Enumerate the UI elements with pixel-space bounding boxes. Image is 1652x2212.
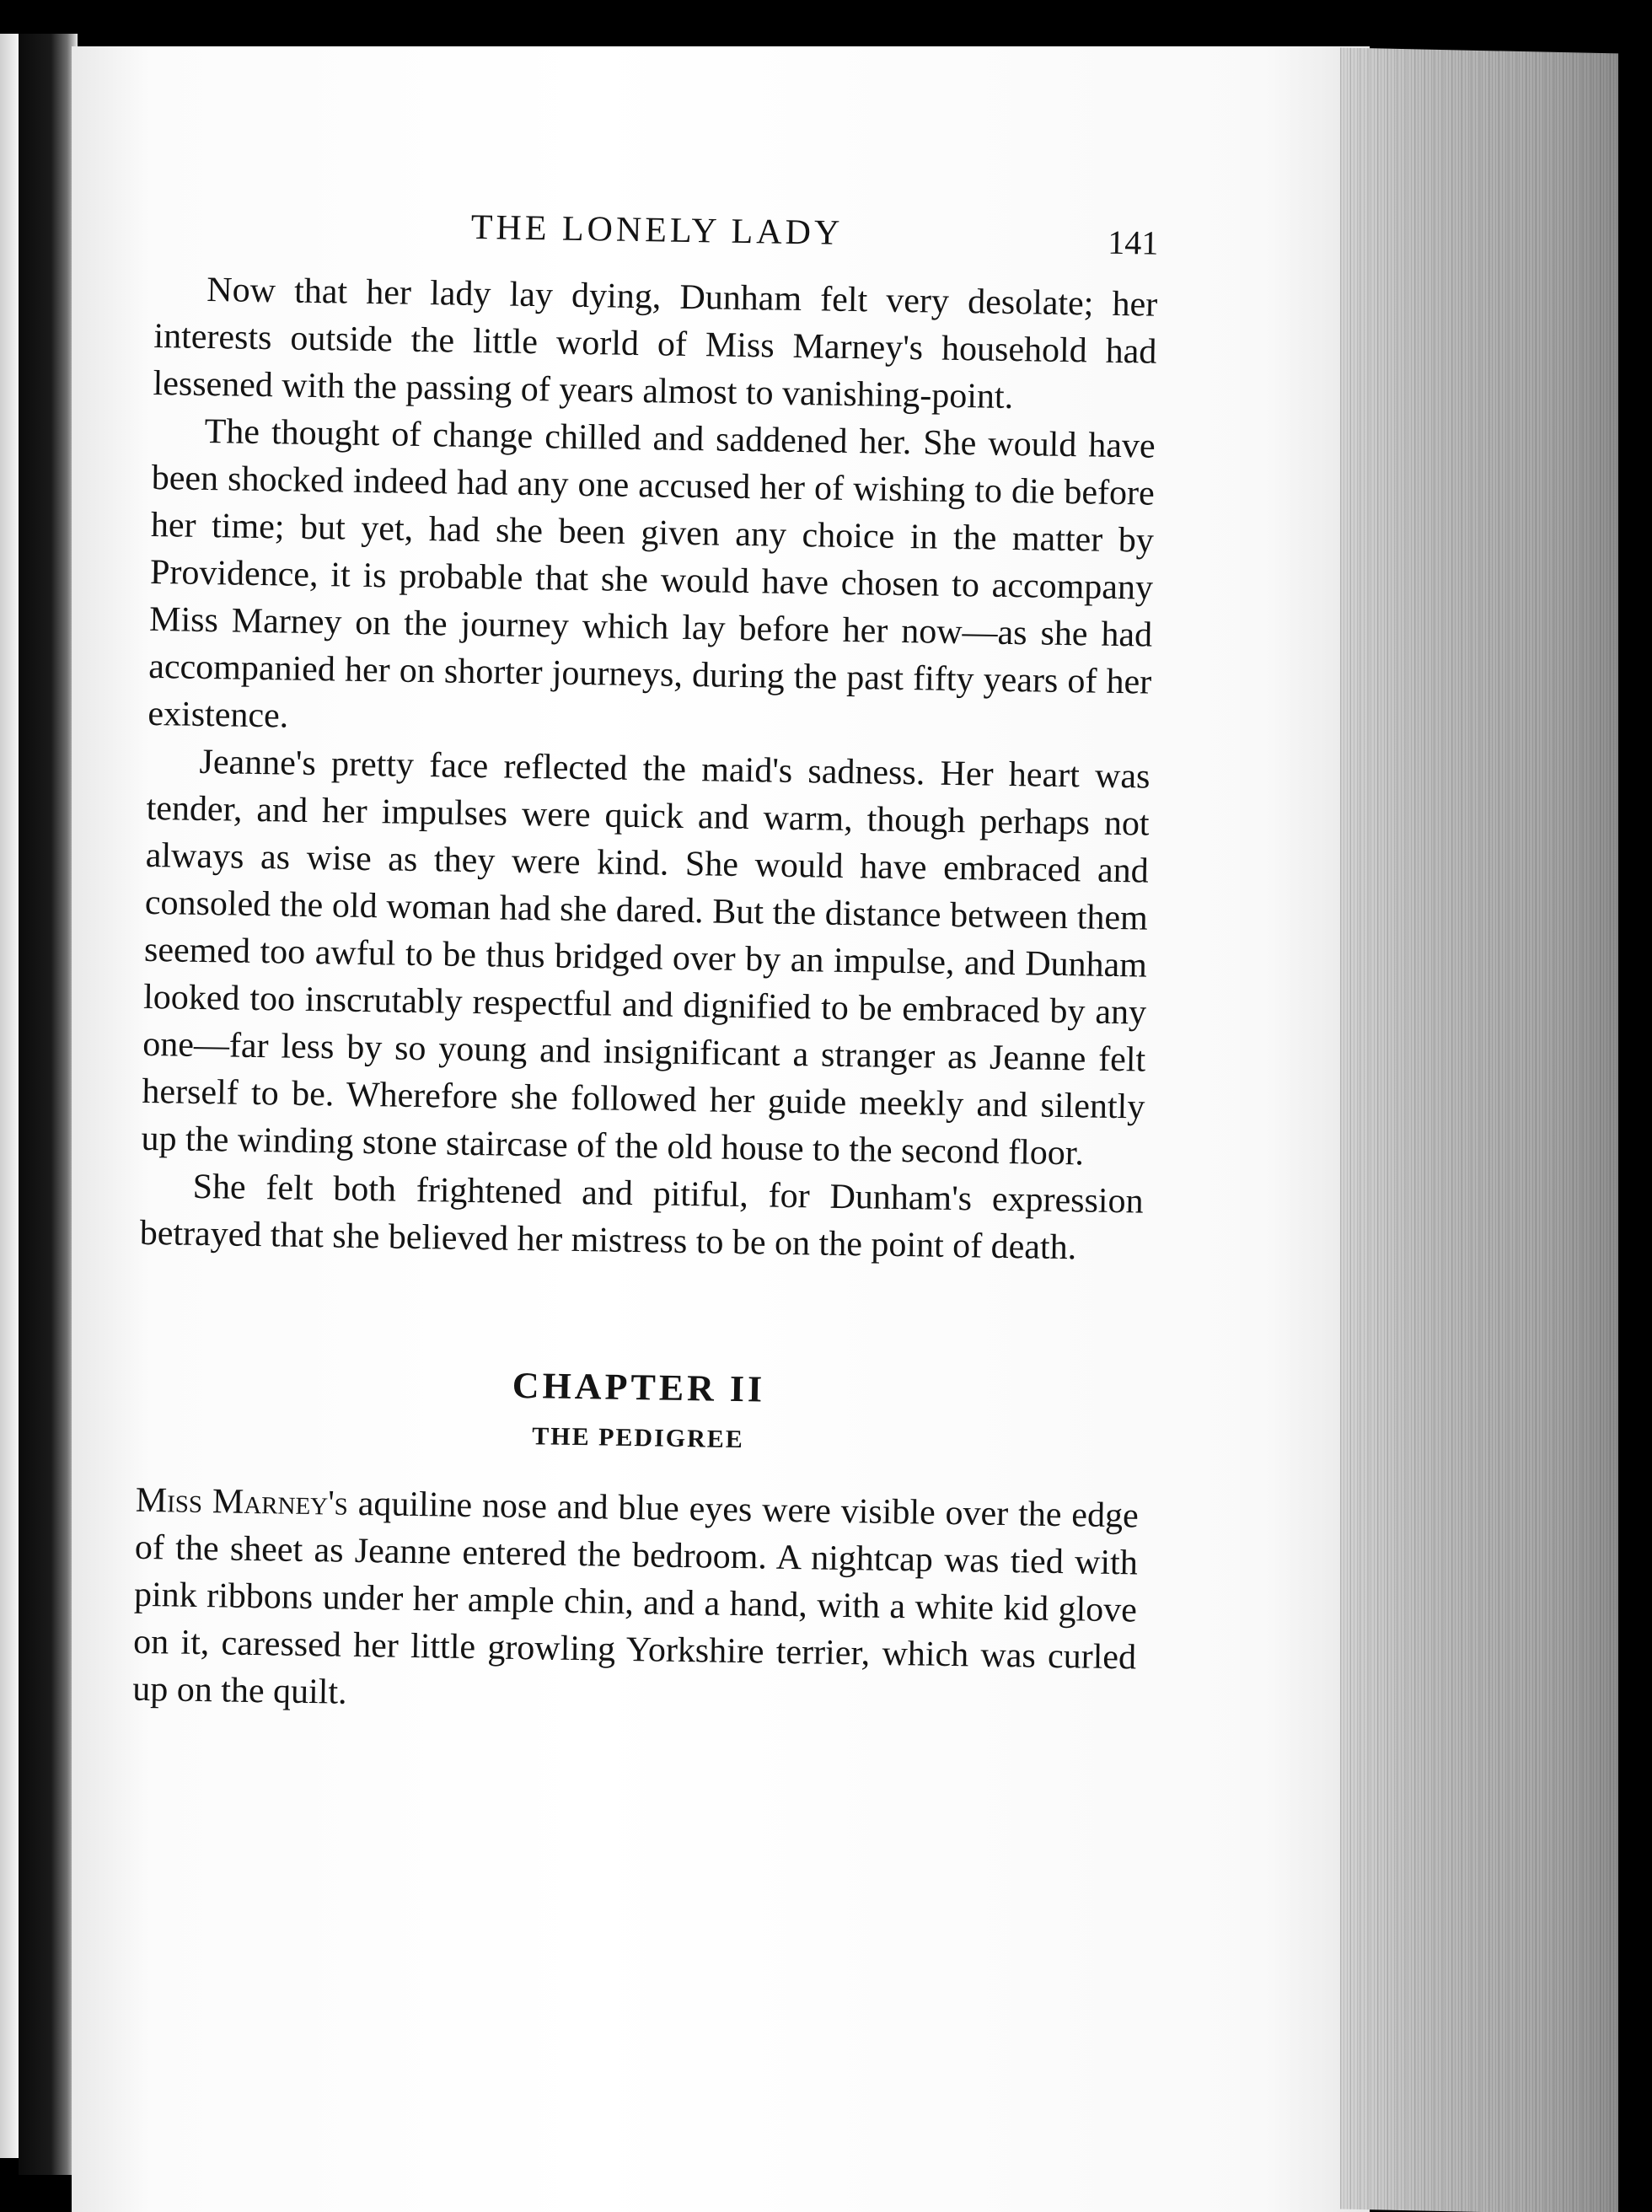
facing-page-sliver [0,34,19,2158]
chapter-opening-paragraph [132,1477,1139,1729]
paragraph: She felt both frightened and pitiful, for Dunham's expression betrayed that she believed her mistress to be on the point of death. [139,1167,1144,1268]
paragraph: Jeanne's pretty face reflected the maid's sadness. Her heart was tender, and her impulses were quick and warm, though perhaps not always as wise as they were kind. She would have embraced and consoled the old woman had she dared. But the distance between them seemed too awful to be thus bridged over by an impulse, and Dunham looked too inscrutably respectful and dignified to be embraced by any one—far less by so young and insignificant a stranger as Jeanne felt herself to be. Wherefore she followed her guide meekly and silently up the winding stone staircase of the old house to the second floor. [141,742,1150,1173]
page-text-block [132,202,1159,1728]
paragraph: Now that her lady lay dying, Dunham felt very desolate; her interests outside the little world of Miss Marney's household had lessened with the passing of years almost to vanishing-point. [153,270,1158,417]
binding-gutter-shadow [19,34,78,2175]
opening-text: aquiline nose and blue eyes were visible over the edge of the sheet as Jeanne entered the bedroom. A nightcap was tied with pink ribbons under her ample chin, and a hand, with a white kid glove on it, caressed her little growling Yorkshire terrier, which was curled up on the quilt. [131,1484,1140,1712]
chapter-title: CHAPTER II [512,1364,766,1410]
page-number: 141 [1108,223,1159,262]
opening-smallcaps: Miss Marney's [135,1480,349,1523]
running-head: THE LONELY LADY [470,207,844,253]
chapter-subtitle: THE PEDIGREE [532,1422,745,1454]
scan-background [1618,0,1652,2212]
page-edges-stack [1340,47,1623,2212]
paragraph: The thought of change chilled and saddened her. She would have been shocked indeed had any one accused her of wishing to die before her time; but yet, had she been given any choice in the matter by Providence, it is probable that she would have chosen to accompany Miss Marney on the journey which lay before her now—as she had accompanied her on shorter journeys, during the past fifty years of her existence. [148,411,1156,736]
